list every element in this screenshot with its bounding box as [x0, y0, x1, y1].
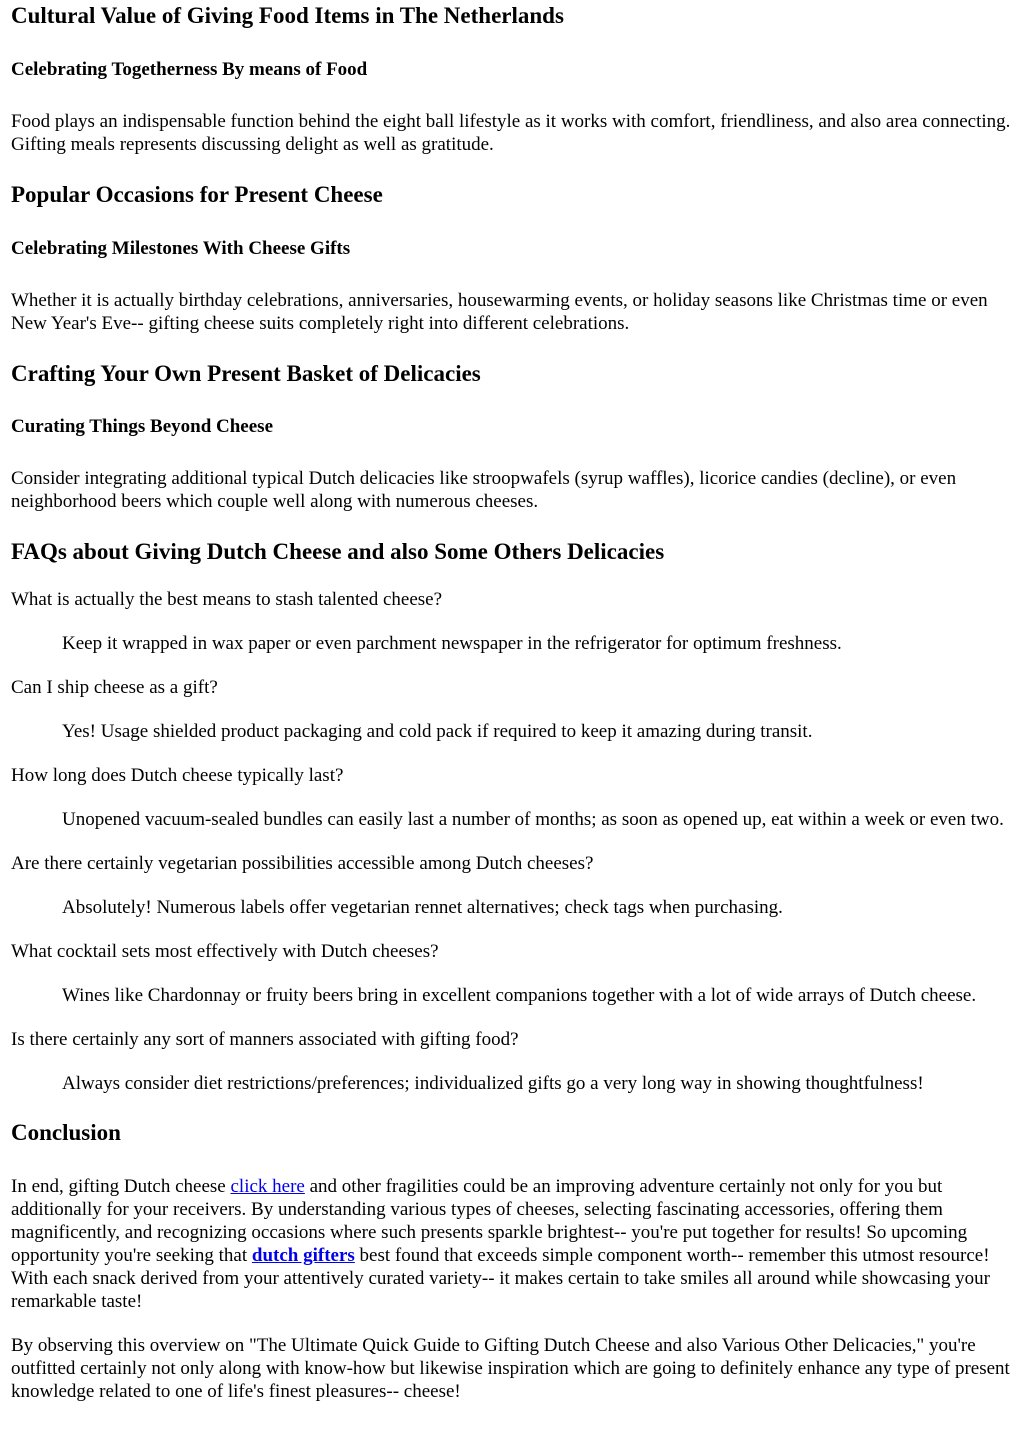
faq-answer: Keep it wrapped in wax paper or even parchment newspaper in the refrigerator for optimum freshness.: [62, 633, 842, 654]
paragraph-milestones: Whether it is actually birthday celebrations, anniversaries, housewarming events, or holiday seasons like Christmas time or even New Year's Eve-- gifting cheese suits completely right into different celebrations.: [11, 290, 988, 334]
faq-question: How long does Dutch cheese typically last?: [11, 765, 344, 786]
paragraph-curating: Consider integrating additional typical Dutch delicacies like stroopwafels (syrup waffles), licorice candies (decline), or even neighborhood beers which couple well along with numerous cheeses.: [11, 468, 957, 512]
faq-answer: Absolutely! Numerous labels offer vegetarian rennet alternatives; check tags when purchasing.: [62, 897, 783, 918]
faq-answer: Yes! Usage shielded product packaging and cold pack if required to keep it amazing during transit.: [62, 721, 813, 742]
conclusion-text-3: best found that exceeds simple component worth-- remember this utmost resource! With each snack derived from your attentively curated variety-- it makes certain to take smiles all around while showcasing your remarkable taste!: [11, 1245, 990, 1312]
faq-question: What cocktail sets most effectively with Dutch cheeses?: [11, 941, 439, 962]
click-here-link[interactable]: click here: [230, 1176, 305, 1197]
subheading-curating: Curating Things Beyond Cheese: [11, 416, 274, 437]
conclusion-text-1: In end, gifting Dutch cheese: [11, 1176, 231, 1197]
heading-conclusion: Conclusion: [11, 1120, 121, 1145]
article: [0, 2, 1024, 1403]
page-title: Cultural Value of Giving Food Items in The Netherlands: [11, 3, 564, 28]
faq-answer: Unopened vacuum-sealed bundles can easily last a number of months; as soon as opened up, eat within a week or even two.: [62, 809, 1004, 830]
heading-crafting-basket: Crafting Your Own Present Basket of Delicacies: [11, 361, 481, 386]
faq-question: Can I ship cheese as a gift?: [11, 677, 218, 698]
paragraph-conclusion: [11, 1175, 1014, 1313]
faq-question: Is there certainly any sort of manners associated with gifting food?: [11, 1029, 519, 1050]
paragraph-closing: By observing this overview on "The Ultimate Quick Guide to Gifting Dutch Cheese and also Various Other Delicacies," you're outfitted certainly not only along with know-how but likewise inspiration which are going to definitely enhance any type of present knowledge related to one of life's finest pleasures-- cheese!: [11, 1335, 1010, 1402]
heading-occasions: Popular Occasions for Present Cheese: [11, 182, 383, 207]
faq-question: What is actually the best means to stash talented cheese?: [11, 589, 443, 610]
heading-faqs: FAQs about Giving Dutch Cheese and also Some Others Delicacies: [11, 539, 665, 564]
subheading-milestones: Celebrating Milestones With Cheese Gifts: [11, 238, 351, 259]
faq-question: Are there certainly vegetarian possibilities accessible among Dutch cheeses?: [11, 853, 594, 874]
subheading-togetherness: Celebrating Togetherness By means of Food: [11, 59, 368, 80]
faq-answer: Always consider diet restrictions/preferences; individualized gifts go a very long way in showing thoughtfulness!: [62, 1073, 924, 1094]
paragraph-togetherness: Food plays an indispensable function behind the eight ball lifestyle as it works with comfort, friendliness, and also area connecting. Gifting meals represents discussing delight as well as gratitude.: [11, 111, 1011, 155]
conclusion-text-2: and other fragilities could be an improving adventure certainly not only for you but additionally for your receivers. By understanding various types of cheeses, selecting fascinating accessories, offering them magnificently, and recognizing occasions where such presents sparkle brightest-- you're put together for results! So upcoming opportunity you're seeking that: [11, 1176, 968, 1266]
faq-answer: Wines like Chardonnay or fruity beers bring in excellent companions together with a lot of wide arrays of Dutch cheese.: [62, 985, 977, 1006]
dutch-gifters-link[interactable]: dutch gifters: [251, 1245, 355, 1266]
faq-list: [11, 588, 1014, 1095]
